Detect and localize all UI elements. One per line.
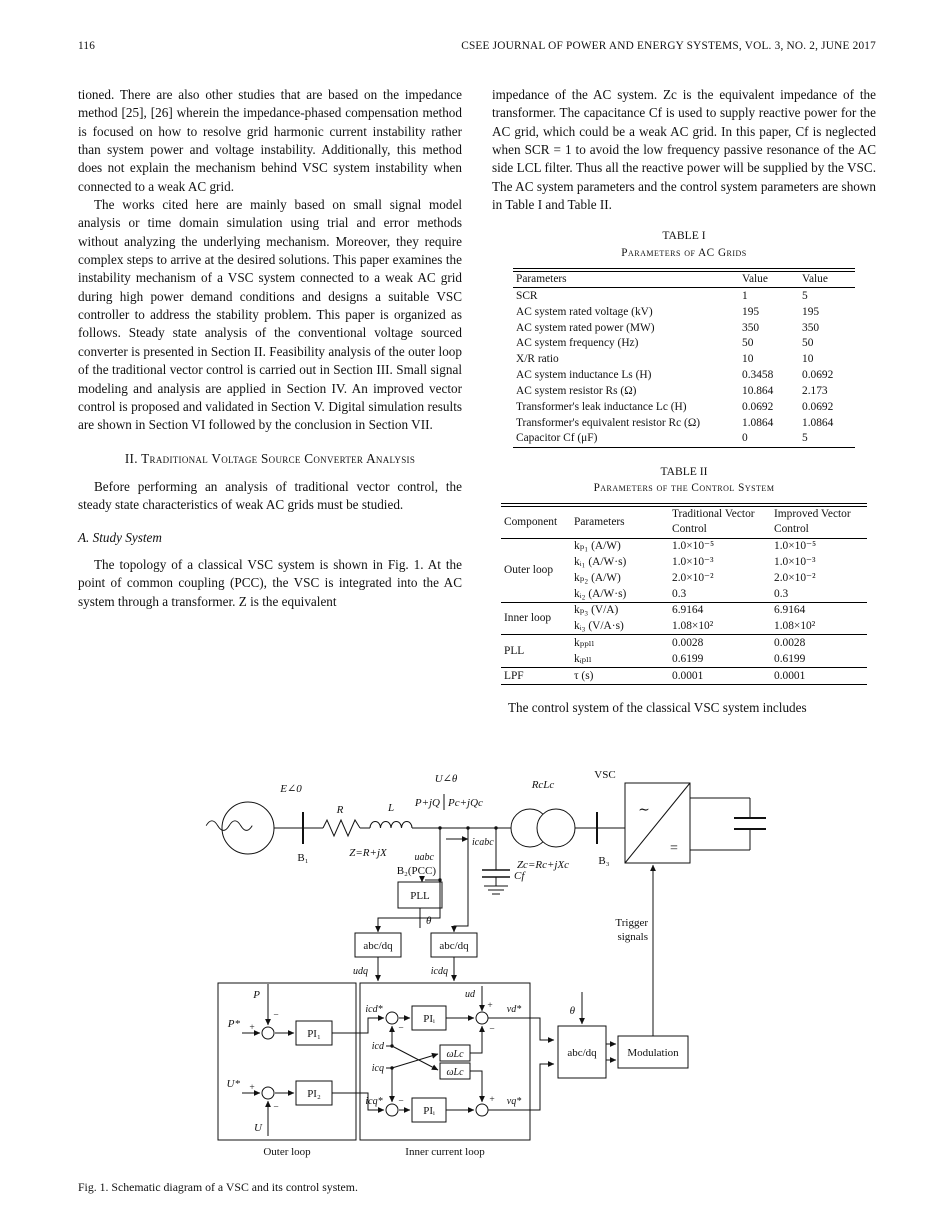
label-theta-moddq: θ (569, 1005, 575, 1017)
label-ud-feedforward: ud (465, 989, 475, 1000)
plus-sign: + (249, 1083, 255, 1093)
label-icq-reference: icq* (365, 1096, 383, 1107)
resistor-symbol (323, 820, 360, 836)
label-pi1: PI₁ (307, 1028, 321, 1040)
cell: 0.0001 (771, 668, 867, 685)
cell: SCR (516, 289, 538, 302)
cell: kₚ₂ (A/W) (574, 571, 621, 584)
cell: 10 (742, 353, 754, 366)
cell: 1.0×10⁻³ (774, 555, 816, 568)
label-pcc-voltage: U∠θ (434, 773, 458, 785)
outer-loop-box (218, 983, 356, 1140)
table-row (501, 602, 867, 618)
label-source-voltage: E∠0 (280, 783, 302, 795)
cell: 0.0028 (771, 635, 867, 651)
paragraph-continuation: impedance of the AC system. Zc is the equivalent impedance of the transformer. The capacitance Cf is used to supply reactive power for the AC grid, which could be a weak AC grid. In this paper, Cf is neglected when SCR = 1 to avoid the low frequency passive resonance of the AC side LCL filter. Thus all the reactive power will be supplied by the VSC. The AC system parameters and the control system parameters are shown in Table I and Table II. (492, 87, 876, 213)
ac-source-sine (206, 821, 252, 831)
label-vd-reference: vd* (506, 1004, 522, 1015)
figure-1-schematic (78, 768, 878, 1168)
minus-sign: − (398, 1024, 404, 1034)
figure-1 (78, 768, 878, 1168)
cell: 2.0×10⁻² (774, 571, 816, 584)
cell: PLL (501, 635, 571, 668)
cell: 1.08×10² (774, 620, 816, 633)
paragraph: Before performing an analysis of traditional vector control, the steady state characteristics of weak AC grids must be studied. (78, 478, 462, 513)
cell: AC system rated voltage (kV) (516, 305, 653, 318)
cell: X/R ratio (516, 353, 559, 366)
label-transformer-impedance: Zc=Rc+jXc (516, 859, 570, 871)
cell: 195 (742, 305, 760, 318)
label-inner-current-loop: Inner current loop (405, 1146, 485, 1158)
label-abc-voltage: uabc (414, 852, 434, 863)
column-header: Value (739, 271, 799, 288)
cell: kᵢ₃ (V/A·s) (574, 620, 624, 633)
table-1 (513, 271, 855, 448)
cell: 2.173 (802, 384, 828, 397)
table-row (513, 352, 855, 368)
table-row (501, 538, 867, 554)
label-icdq: icdq (430, 966, 448, 977)
figure-labels (227, 769, 680, 1158)
label-udq: udq (353, 966, 368, 977)
table-2-block (492, 464, 876, 685)
cell: kₚₚₗₗ (571, 635, 669, 651)
table-row (513, 336, 855, 352)
cell: Capacitor Cf (μF) (513, 431, 739, 447)
label-converter-power: Pc+jQc (448, 797, 483, 809)
label-vq-reference: vq* (506, 1096, 522, 1107)
label-icd-reference: icd* (365, 1004, 383, 1015)
column-header: Parameters (571, 506, 669, 538)
cell: kᵢ₂ (A/W·s) (574, 587, 627, 600)
label-theta-pll: θ (426, 915, 432, 927)
table-row (501, 635, 867, 651)
summing-junction (476, 1012, 488, 1024)
cell: 5 (799, 431, 855, 447)
column-header: Improved Vector Control (771, 506, 867, 538)
ground-symbol (484, 886, 508, 894)
ac-side-sine-icon: ∼ (638, 803, 650, 818)
page-number: 116 (78, 40, 96, 52)
label-abc-dq-2: abc/dq (439, 940, 469, 952)
summing-junction (386, 1104, 398, 1116)
cell: 50 (742, 337, 754, 350)
label-converter-current: icabc (472, 837, 494, 848)
cell: τ (s) (571, 668, 669, 685)
cell: AC system frequency (Hz) (516, 337, 639, 350)
summing-junction (262, 1087, 274, 1099)
label-abc-dq-3: abc/dq (567, 1047, 597, 1059)
ac-source (222, 802, 274, 854)
cell: 1 (742, 289, 748, 302)
table-row (513, 431, 855, 447)
label-u-feedback: U (254, 1122, 262, 1134)
cell: Inner loop (501, 602, 571, 635)
cell: 0 (739, 431, 799, 447)
subsection-heading: A. Study System (78, 529, 162, 545)
paragraph: The control system of the classical VSC system includes (508, 699, 807, 715)
label-icq-feedback: icq (371, 1063, 384, 1074)
table-1-block (492, 228, 876, 447)
cell: 6.9164 (669, 602, 771, 618)
summing-junction (386, 1012, 398, 1024)
cell: 1.08×10² (672, 620, 714, 633)
cell: 50 (802, 337, 814, 350)
right-column (492, 86, 876, 717)
label-inductance: L (387, 802, 395, 814)
cell: 0.6199 (774, 652, 806, 665)
cell: 350 (802, 321, 820, 334)
journal-title: CSEE JOURNAL OF POWER AND ENERGY SYSTEMS, VOL. 3, NO. 2, JUNE 2017 (461, 40, 876, 52)
column-header: Component (501, 506, 571, 538)
label-resistance: R (336, 804, 344, 816)
cell: 0.6199 (672, 652, 704, 665)
paragraph-continuation: tioned. There are also other studies that are based on the impedance method [25], [26] wherein the impedance-phased compensation method is focused on how to resolve grid harmonic current instability rather than system power and voltage instability. Additionally, this method does not explain the mechanism behind VSC system instability when connected to a weak AC grid. (78, 87, 462, 194)
label-transformer-rl: RcLc (531, 779, 555, 791)
table-2-caption: Parameters of the Control System (593, 481, 775, 494)
cell: kₚ₁ (A/W) (574, 540, 621, 553)
cell: kᵢₚₗₗ (574, 652, 592, 665)
cell: 0.3 (672, 587, 687, 600)
cell: LPF (501, 668, 571, 685)
label-pll: PLL (410, 890, 430, 902)
cell: 6.9164 (771, 602, 867, 618)
label-bus-b3: B₃ (598, 855, 610, 867)
paragraph: The topology of a classical VSC system is shown in Fig. 1. At the point of common coupling (PCC), the VSC is integrated into the AC system through a transformer. Z is the equivalent (78, 556, 462, 609)
label-power-flow: P+jQ (414, 797, 440, 809)
label-pi2: PI₂ (307, 1088, 321, 1100)
cell: 0.0028 (669, 635, 771, 651)
table-row (513, 320, 855, 336)
running-header (78, 40, 876, 52)
label-outer-loop: Outer loop (263, 1146, 311, 1158)
cell: 1.0×10⁻³ (672, 555, 714, 568)
cell: 0.0001 (669, 668, 771, 685)
left-column (78, 86, 462, 611)
table-row (513, 304, 855, 320)
cell: 1.0864 (802, 416, 834, 429)
summing-junction (476, 1104, 488, 1116)
column-header: Parameters (513, 271, 739, 288)
plus-sign: + (489, 1095, 495, 1105)
label-p-feedback: P (253, 989, 260, 1001)
minus-sign: − (273, 1103, 279, 1113)
table-2 (501, 506, 867, 685)
plus-sign: + (249, 1023, 255, 1033)
cell: 0.0692 (742, 400, 774, 413)
cell: Transformer's equivalent resistor Rc (Ω) (516, 416, 701, 429)
cell: 0.3 (774, 587, 789, 600)
label-pii-1: PIᵢ (423, 1013, 435, 1025)
table-row (513, 399, 855, 415)
cell: 1.0864 (742, 416, 774, 429)
table-2-title: TABLE II (660, 464, 708, 478)
column-header: Value (799, 271, 855, 288)
cell: 1.0×10⁻⁵ (672, 540, 715, 553)
label-wlc-1: ωLc (446, 1049, 464, 1060)
table-1-title: TABLE I (662, 229, 706, 243)
label-grid-impedance: Z=R+jX (349, 847, 387, 859)
label-vsc: VSC (594, 769, 616, 781)
inductor-symbol (370, 822, 412, 829)
label-p-reference: P* (227, 1018, 240, 1030)
label-abc-dq-1: abc/dq (363, 940, 393, 952)
label-trigger-line2: signals (617, 931, 648, 943)
cell: 10.864 (742, 384, 774, 397)
label-pii-2: PIᵢ (423, 1105, 435, 1117)
table-row (513, 288, 855, 304)
cell: 10 (802, 353, 814, 366)
cell: AC system inductance Ls (H) (516, 369, 652, 382)
label-filter-capacitor: Cf (514, 870, 525, 882)
cell: kₚ₃ (V/A) (571, 602, 669, 618)
table-row (513, 368, 855, 384)
transformer (537, 809, 575, 847)
minus-sign: − (398, 1097, 404, 1107)
cell: Outer loop (504, 563, 554, 576)
label-u-reference: U* (226, 1078, 240, 1090)
label-modulation: Modulation (627, 1047, 679, 1059)
cell: kᵢ₁ (A/W·s) (574, 555, 627, 568)
column-header: Traditional Vector Control (669, 506, 771, 538)
table-row (501, 668, 867, 685)
label-wlc-2: ωLc (446, 1067, 464, 1078)
table-row (513, 383, 855, 399)
cell: AC system resistor Rs (Ω) (516, 384, 637, 397)
cell: Transformer's leak inductance Lc (H) (516, 400, 687, 413)
cell: 1.0×10⁻⁵ (774, 540, 817, 553)
label-trigger-line1: Trigger (615, 917, 648, 929)
plus-sign: + (487, 1001, 493, 1011)
table-1-caption: Parameters of AC Grids (621, 246, 747, 259)
label-icd-feedback: icd (371, 1041, 384, 1052)
cell: 350 (742, 321, 760, 334)
minus-sign: − (273, 1011, 279, 1021)
figure-caption: Fig. 1. Schematic diagram of a VSC and its control system. (78, 1180, 358, 1194)
paragraph: The works cited here are mainly based on small signal model analysis or time domain simulation using trial and error methods without analyzing the underlying mechanism. Moreover, they require complex steps to arrive at the desired solutions. This paper examines the instability mechanism of a VSC system connected to a weak AC grid during high power demand conditions and designs a suitable VSC controller to address the stability problem. This paper is organized as follows. Steady state analysis of the conventional voltage sourced converter is presented in Section II. Feasibility analysis of the outer loop of the traditional vector control is carried out in Section III. Small signal modeling and analysis are applied in Section IV. An improved vector control is proposed and validated in Section V. Digital simulation results are shown in Section VI followed by the conclusion in Section VII. (78, 197, 462, 433)
table-row (513, 415, 855, 431)
table-row (501, 506, 867, 538)
cell: 195 (802, 305, 820, 318)
minus-sign: − (489, 1025, 495, 1035)
section-heading: II. Traditional Voltage Source Converter Analysis (124, 450, 416, 466)
cell: 0.0692 (802, 400, 834, 413)
cell: 5 (802, 289, 808, 302)
dc-side-equals-icon: = (670, 841, 678, 856)
cell: AC system rated power (MW) (516, 321, 655, 334)
cell: 0.0692 (802, 369, 834, 382)
table-row (513, 271, 855, 288)
summing-junction (262, 1027, 274, 1039)
cell: 0.3458 (742, 369, 774, 382)
cell: 2.0×10⁻² (672, 571, 714, 584)
label-bus-b2-pcc: B₂(PCC) (396, 865, 436, 877)
label-bus-b1: B₁ (297, 852, 309, 864)
